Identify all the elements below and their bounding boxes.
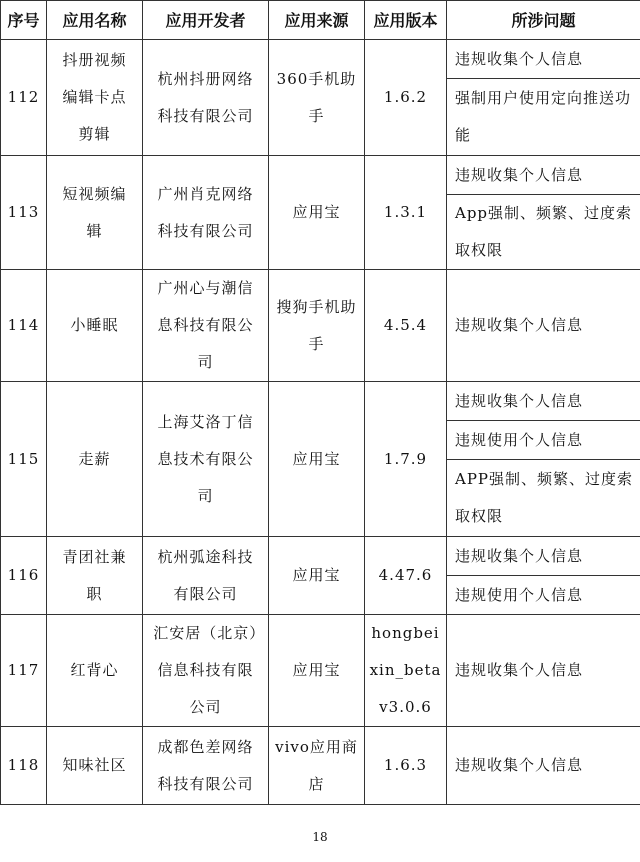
cell-source: 应用宝 [269,156,365,270]
header-developer: 应用开发者 [143,1,269,40]
cell-developer: 杭州弧途科技有限公司 [143,537,269,615]
cell-developer: 杭州抖册网络科技有限公司 [143,40,269,156]
header-source: 应用来源 [269,1,365,40]
cell-no: 117 [1,615,47,727]
cell-no: 115 [1,382,47,537]
cell-issue: 违规收集个人信息 [447,270,640,382]
cell-developer: 上海艾洛丁信息技术有限公司 [143,382,269,537]
header-issues: 所涉问题 [447,1,640,40]
cell-developer: 广州心与潮信息科技有限公司 [143,270,269,382]
cell-version: hongbeixin_betav3.0.6 [365,615,447,727]
cell-source: 应用宝 [269,382,365,537]
table-row [1,270,640,382]
cell-issue: App强制、频繁、过度索取权限 [447,195,640,270]
header-version: 应用版本 [365,1,447,40]
table-row [1,727,640,805]
cell-source: 应用宝 [269,615,365,727]
cell-no: 113 [1,156,47,270]
cell-developer: 广州肖克网络科技有限公司 [143,156,269,270]
cell-app-name: 小睡眠 [47,270,143,382]
cell-source: 360手机助手 [269,40,365,156]
table-header-row [1,1,640,40]
cell-app-name: 红背心 [47,615,143,727]
table-row [1,40,640,79]
cell-app-name: 走薪 [47,382,143,537]
table-row [1,382,640,421]
cell-app-name: 短视频编辑 [47,156,143,270]
cell-issue: 违规收集个人信息 [447,40,640,79]
cell-issue: 强制用户使用定向推送功能 [447,79,640,156]
cell-version: 1.3.1 [365,156,447,270]
header-no: 序号 [1,1,47,40]
cell-issue: 违规收集个人信息 [447,537,640,576]
page-number: 18 [312,830,328,844]
cell-version: 4.5.4 [365,270,447,382]
cell-app-name: 知味社区 [47,727,143,805]
cell-issue: 违规收集个人信息 [447,615,640,727]
cell-version: 1.7.9 [365,382,447,537]
cell-developer: 汇安居（北京）信息科技有限公司 [143,615,269,727]
cell-version: 4.47.6 [365,537,447,615]
cell-issue: 违规使用个人信息 [447,576,640,615]
cell-no: 112 [1,40,47,156]
table-row [1,537,640,576]
cell-version: 1.6.3 [365,727,447,805]
cell-source: 搜狗手机助手 [269,270,365,382]
cell-no: 116 [1,537,47,615]
cell-issue: 违规使用个人信息 [447,421,640,460]
cell-issue: 违规收集个人信息 [447,156,640,195]
cell-version: 1.6.2 [365,40,447,156]
table-row [1,615,640,727]
cell-app-name: 青团社兼职 [47,537,143,615]
cell-issue: APP强制、频繁、过度索取权限 [447,460,640,537]
table-body [1,40,640,805]
cell-no: 114 [1,270,47,382]
cell-source: 应用宝 [269,537,365,615]
cell-developer: 成都色差网络科技有限公司 [143,727,269,805]
cell-issue: 违规收集个人信息 [447,727,640,805]
table-row [1,156,640,195]
cell-app-name: 抖册视频编辑卡点剪辑 [47,40,143,156]
cell-issue: 违规收集个人信息 [447,382,640,421]
cell-source: vivo应用商店 [269,727,365,805]
header-app-name: 应用名称 [47,1,143,40]
cell-no: 118 [1,727,47,805]
